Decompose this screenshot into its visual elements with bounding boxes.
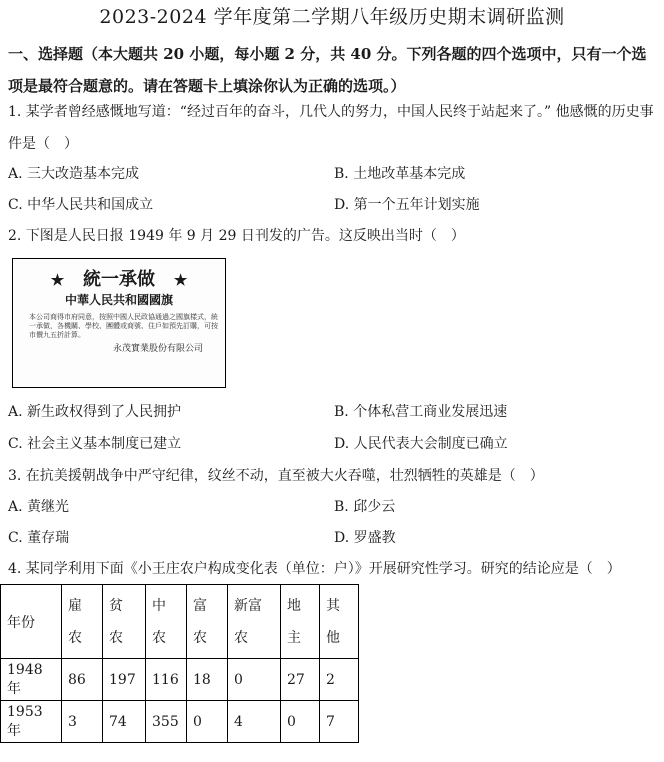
ad-heading: 統一承做 [83,269,155,290]
table-cell-year: 1948年 [1,659,62,701]
table-cell: 116 [146,659,187,701]
table-header-cell: 贫 农 [103,585,146,659]
table-cell: 355 [146,701,187,743]
table-header-cell: 富 农 [187,585,228,659]
table-header-cell: 新富 农 [228,585,281,659]
table-cell: 27 [281,659,320,701]
question-4-stem: 4. 某同学利用下面《小王庄农户构成变化表（单位：户）》开展研究性学习。研究的结论应是（ ） [8,561,621,577]
table-cell: 0 [187,701,228,743]
star-icon: ★ [173,271,188,289]
table-header-cell: 雇 农 [62,585,103,659]
question-3-option-d: D. 罗盛教 [334,530,396,546]
ad-signature: 永茂實業股份有限公司 [112,344,203,354]
table-cell: 4 [228,701,281,743]
table-row [1,701,359,743]
question-1-option-a: A. 三大改造基本完成 [8,166,140,182]
table-cell: 2 [320,659,359,701]
question-3-option-a: A. 黄继光 [8,499,70,515]
table-cell: 18 [187,659,228,701]
table-header-year: 年份 [1,585,62,659]
star-icon: ★ [50,271,65,289]
newspaper-advertisement-image [12,258,226,388]
question-2-option-c: C. 社会主义基本制度已建立 [8,436,182,452]
question-3-stem: 3. 在抗美援朝战争中严守纪律，纹丝不动，直至被大火吞噬，壮烈牺牲的英雄是（ ） [8,468,544,484]
question-2-option-d: D. 人民代表大会制度已确立 [334,436,508,452]
question-2-stem: 2. 下图是人民日报 1949 年 9 月 29 日刊发的广告。这反映出当时（ ） [8,228,465,244]
question-2-option-a: A. 新生政权得到了人民拥护 [8,404,182,420]
question-1-option-c: C. 中华人民共和国成立 [8,197,154,213]
question-3-option-b: B. 邱少云 [334,499,396,515]
table-header-row [1,585,359,659]
table-header-cell: 地 主 [281,585,320,659]
exam-title: 2023-2024 学年度第二学期八年级历史期末调研监测 [99,6,565,28]
table-cell: 7 [320,701,359,743]
farm-household-table [0,584,359,743]
table-cell: 197 [103,659,146,701]
question-1-option-b: B. 土地改革基本完成 [334,166,466,182]
section-heading: 一、选择题（本大题共 20 小题，每小题 2 分，共 40 分。下列各题的四个选项中，只有一个选项是最符合题意的。请在答题卡上填涂你认为正确的选项。） [8,45,647,95]
table-cell: 74 [103,701,146,743]
ad-body-text: 本公司商得市府同意，按照中國人民政協通過之國旗樣式，統一承做，各機關、學校、團體或商號、住戶如預先訂購，可按市價九五折計算。 [29,313,218,339]
question-2-option-b: B. 个体私营工商业发展迅速 [334,404,508,420]
ad-heading-row [13,265,225,291]
ad-subheading: 中華人民共和國國旗 [64,293,173,307]
table-row [1,659,359,701]
question-1-option-d: D. 第一个五年计划实施 [334,197,480,213]
question-3-option-c: C. 董存瑞 [8,530,70,546]
table-cell-year: 1953年 [1,701,62,743]
table-header-cell: 中 农 [146,585,187,659]
table-cell: 0 [228,659,281,701]
question-1-stem: 1. 某学者曾经感慨地写道：“经过百年的奋斗，几代人的努力，中国人民终于站起来了。” 他感慨的历史事件是（ ） [8,104,654,152]
table-header-cell: 其 他 [320,585,359,659]
table-cell: 0 [281,701,320,743]
table-cell: 3 [62,701,103,743]
table-cell: 86 [62,659,103,701]
